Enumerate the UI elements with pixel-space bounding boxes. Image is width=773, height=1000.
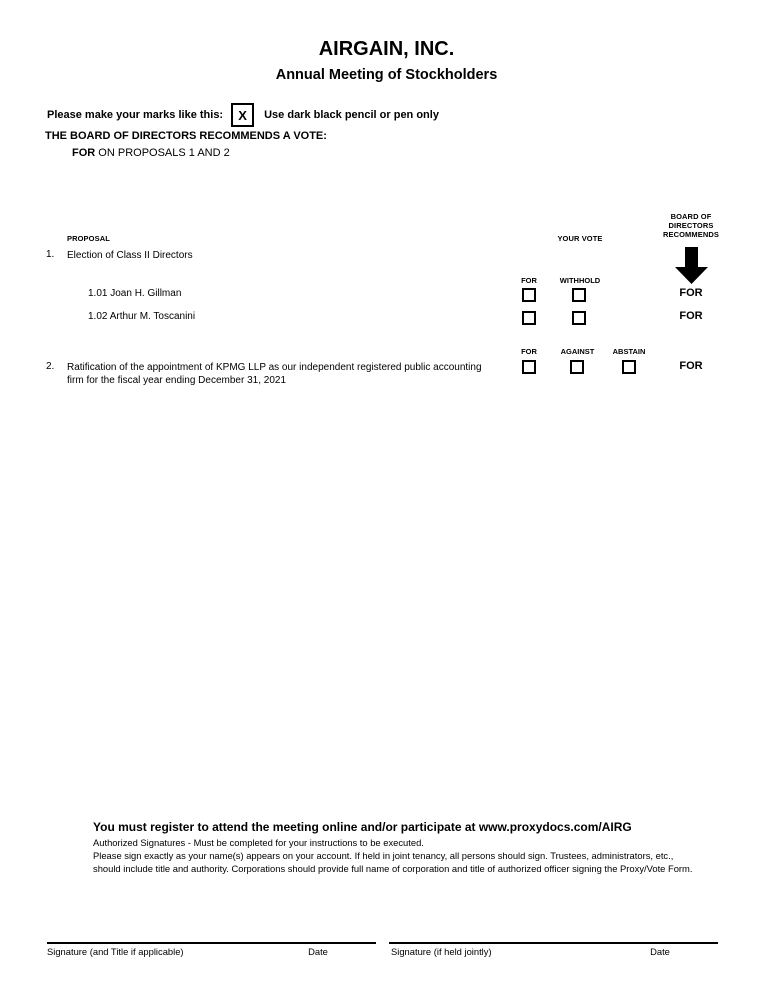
sign-instructions: Please sign exactly as your name(s) appears on your account. If held in joint tenancy, all persons should sign. Trustees, administrators, etc., should include title and authority. Corporations should provide full name of corporation and title of authorized officer signing the Proxy/Vote Form. (93, 850, 693, 874)
proposal-2-text: Ratification of the appointment of KPMG LLP as our independent registered public accounting firm for the fiscal year ending December 31, 2021 (67, 362, 482, 386)
recommendation-scope: ON PROPOSALS 1 AND 2 (98, 147, 230, 159)
proposal-column-header: PROPOSAL (67, 234, 110, 243)
recommendation-1-02: FOR (679, 310, 703, 322)
proposal-2-abstain-label: ABSTAIN (612, 347, 646, 356)
down-arrow-icon (675, 247, 708, 284)
proposal-2-against-label: AGAINST (560, 347, 595, 356)
signature-primary-label: Signature (and Title if applicable) (47, 946, 184, 957)
recommendation-2: FOR (679, 360, 703, 372)
signature-primary-date-label: Date (308, 946, 328, 957)
register-notice: You must register to attend the meeting online and/or participate at www.proxydocs.com/AIRG (93, 820, 632, 834)
board-recommendation-heading: THE BOARD OF DIRECTORS RECOMMENDS A VOTE: (45, 130, 327, 142)
proposal-1-text: Election of Class II Directors (67, 250, 193, 261)
nominee-1-01-name: 1.01 Joan H. Gillman (88, 288, 182, 299)
vote-checkbox-1-02-withhold[interactable] (572, 311, 586, 325)
recommends-header-line-2: DIRECTORS (668, 221, 714, 230)
recommends-header-line-3: RECOMMENDS (662, 230, 719, 239)
company-title: AIRGAIN, INC. (318, 38, 455, 60)
recommends-column-header (646, 212, 736, 239)
signature-line-joint[interactable] (389, 942, 718, 944)
recommends-header-line-1: BOARD OF (670, 212, 712, 221)
vote-checkbox-2-against[interactable] (570, 360, 584, 374)
your-vote-column-header: YOUR VOTE (557, 234, 603, 243)
recommendation-1-01: FOR (679, 287, 703, 299)
signature-joint-label: Signature (if held jointly) (391, 946, 492, 957)
vote-checkbox-1-01-for[interactable] (522, 288, 536, 302)
vote-checkbox-2-for[interactable] (522, 360, 536, 374)
signature-line-primary[interactable] (47, 942, 376, 944)
proposal-1-withhold-label: WITHHOLD (559, 276, 601, 285)
mark-sample-box: X (231, 103, 254, 127)
proposal-2-number: 2. (46, 361, 55, 372)
marks-suffix-label: Use dark black pencil or pen only (264, 109, 439, 121)
vote-checkbox-2-abstain[interactable] (622, 360, 636, 374)
marking-instructions (47, 103, 439, 127)
marks-prefix-label: Please make your marks like this: (47, 109, 224, 121)
vote-checkbox-1-01-withhold[interactable] (572, 288, 586, 302)
proposal-1-for-label: FOR (521, 276, 537, 285)
meeting-subtitle: Annual Meeting of Stockholders (275, 67, 498, 83)
authorized-signatures-note: Authorized Signatures - Must be completed for your instructions to be executed. (93, 837, 424, 848)
nominee-1-02-name: 1.02 Arthur M. Toscanini (88, 311, 196, 322)
proposal-2-for-label: FOR (521, 347, 537, 356)
vote-checkbox-1-02-for[interactable] (522, 311, 536, 325)
board-recommendation-value-line (72, 147, 230, 159)
recommendation-value: FOR (72, 147, 96, 159)
proposal-1-number: 1. (46, 249, 55, 260)
signature-joint-date-label: Date (650, 946, 670, 957)
